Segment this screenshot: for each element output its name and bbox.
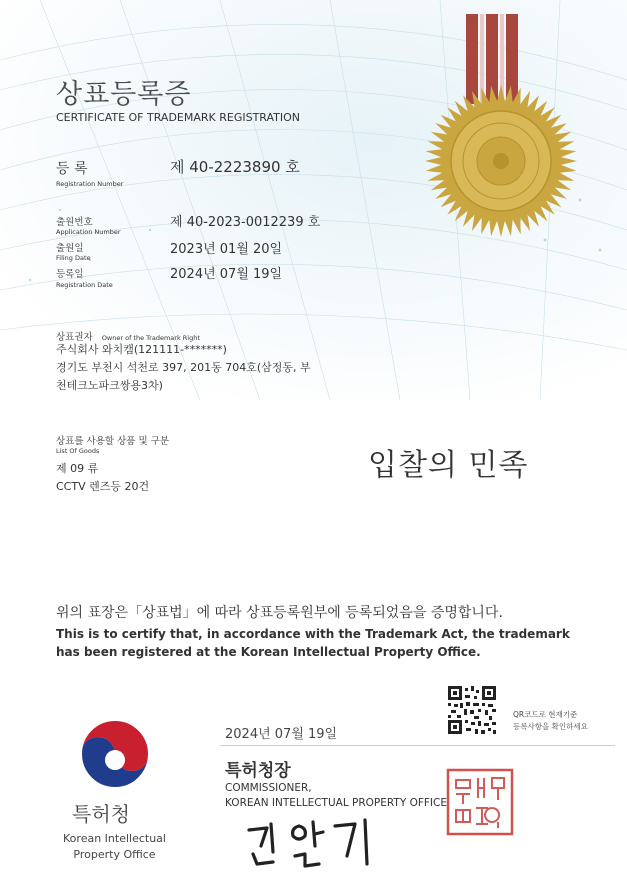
goods-label: 상표를 사용할 상품 및 구분 xyxy=(56,436,170,447)
goods-class: 제 09 류 xyxy=(56,462,99,475)
certification-english-line-2: has been registered at the Korean Intellectual Property Office. xyxy=(56,645,481,659)
kipo-name-korean: 특허청 xyxy=(72,802,130,826)
filing-date: 2023년 01월 20일 xyxy=(170,242,283,257)
qr-label-line-2: 등록사항을 확인하세요 xyxy=(513,722,588,731)
kipo-name-english-line-2: Property Office xyxy=(73,848,156,861)
kipo-name-english-line-1: Korean Intellectual xyxy=(63,832,166,845)
registration-number: 제 40-2223890 호 xyxy=(170,158,300,176)
application-label: 출원번호 xyxy=(56,217,93,228)
certificate-title-english: CERTIFICATE OF TRADEMARK REGISTRATION xyxy=(56,111,301,124)
commissioner-signature xyxy=(243,812,383,872)
filing-date-label-english: Filing Date xyxy=(56,254,91,262)
owner-label: 상표권자 xyxy=(56,332,93,343)
commissioner-english-line-1: COMMISSIONER, xyxy=(225,782,312,794)
certification-english-line-1: This is to certify that, in accordance with the Trademark Act, the trademark xyxy=(56,627,570,641)
official-stamp-icon xyxy=(444,766,516,838)
qr-code-icon[interactable] xyxy=(448,686,496,734)
owner-address-line-1: 경기도 부천시 석천로 397, 201동 704호(삼정동, 부 xyxy=(56,361,311,374)
owner-name: 주식회사 와치캠(121111-*******) xyxy=(56,343,227,356)
filing-date-label: 출원일 xyxy=(56,243,84,254)
taegeuk-logo-icon xyxy=(75,714,155,794)
goods-label-english: List Of Goods xyxy=(56,447,100,455)
commissioner-korean: 특허청장 xyxy=(225,761,291,781)
gold-seal-icon xyxy=(422,82,580,240)
issue-date: 2024년 07월 19일 xyxy=(225,727,338,742)
trademark-text: 입찰의 민족 xyxy=(368,448,529,483)
commissioner-english-line-2: KOREAN INTELLECTUAL PROPERTY OFFICE xyxy=(225,797,447,809)
registration-date-label: 등록일 xyxy=(56,269,84,280)
owner-label-english: Owner of the Trademark Right xyxy=(101,334,200,342)
registration-label-english: Registration Number xyxy=(56,180,124,188)
goods-items: CCTV 렌즈등 20건 xyxy=(56,480,150,493)
registration-label: 등 록 xyxy=(56,161,88,177)
application-label-english: Application Number xyxy=(56,228,121,236)
registration-date: 2024년 07월 19일 xyxy=(170,267,283,282)
owner-address-line-2: 천테크노파크쌍용3차) xyxy=(56,379,163,392)
registration-date-label-english: Registration Date xyxy=(56,281,113,289)
certificate-title-korean: 상표등록증 xyxy=(56,79,192,110)
divider xyxy=(220,745,615,746)
qr-label-line-1: QR코드로 현재기준 xyxy=(513,710,578,719)
certification-korean: 위의 표장은「상표법」에 따라 상표등록원부에 등록되었음을 증명합니다. xyxy=(56,605,503,621)
application-number: 제 40-2023-0012239 호 xyxy=(170,215,321,230)
